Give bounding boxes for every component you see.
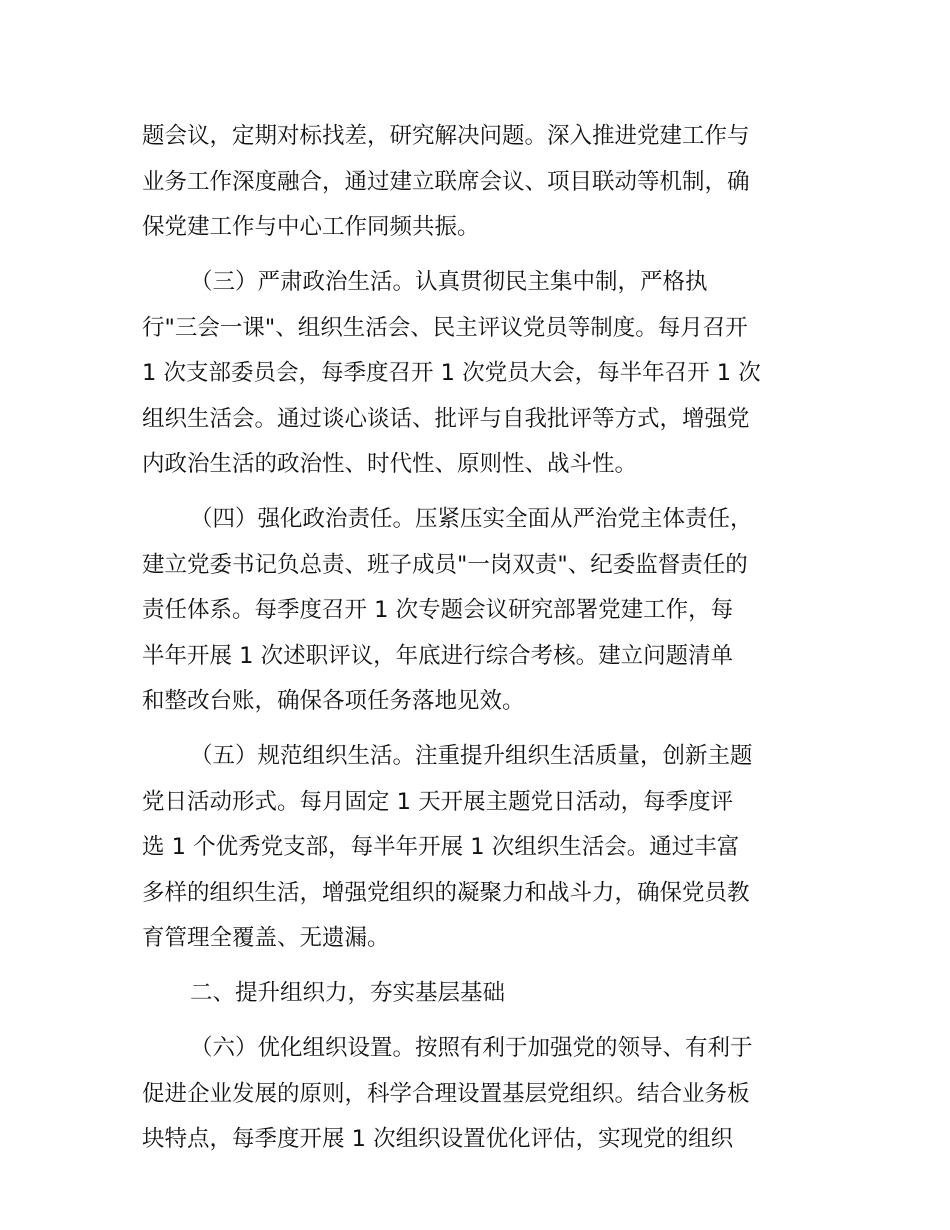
paragraph-first-line: （五）规范组织生活。注重提升组织生活质量，创新主题 [190,743,753,769]
heading-line: 二、提升组织力，夯实基层基础 [190,980,506,1006]
text-line: 半年开展 1 次述职评议，年底进行综合考核。建立问题清单 [142,642,734,669]
paragraph-first-line: （三）严肃政治生活。认真贯彻民主集中制，严格执 [190,269,708,295]
paragraph-section-5 [142,734,812,962]
text-line: 责任体系。每季度召开 1 次专题会议研究部署党建工作，每 [142,597,734,623]
text-line: 行"三会一课"、组织生活会、民主评议党员等制度。每月召开 [142,314,748,341]
section-heading [142,971,812,1017]
text-line: 块特点，每季度开展 1 次组织设置优化评估，实现党的组织 [142,1126,734,1152]
paragraph-section-3 [142,260,812,488]
text-line: 多样的组织生活，增强党组织的凝聚力和战斗力，确保党员教 [142,879,750,906]
paragraph-section-6 [142,1026,812,1163]
paragraph-continuation [142,114,812,251]
document-body [142,114,812,1163]
text-line: 内政治生活的政治性、时代性、原则性、战斗性。 [142,451,638,477]
paragraph-first-line: （四）强化政治责任。压紧压实全面从严治党主体责任， [190,506,753,532]
text-line: 党日活动形式。每月固定 1 天开展主题党日活动，每季度评 [142,788,734,815]
text-line: 1 次支部委员会，每季度召开 1 次党员大会，每半年召开 1 次 [142,360,761,386]
text-line: 和整改台账，确保各项任务落地见效。 [142,688,525,714]
text-line: 保党建工作与中心工作同频共振。 [142,214,480,240]
paragraph-first-line: （六）优化组织设置。按照有利于加强党的领导、有利于 [190,1035,753,1061]
text-line: 组织生活会。通过谈心谈话、批评与自我批评等方式，增强党 [142,405,750,432]
text-line: 选 1 个优秀党支部，每半年开展 1 次组织生活会。通过丰富 [142,834,740,860]
text-line: 题会议，定期对标找差，研究解决问题。深入推进党建工作与 [142,123,750,149]
text-line: 育管理全覆盖、无遗漏。 [142,925,390,951]
text-line: 建立党委书记负总责、班子成员"一岗双责"、纪委监督责任的 [142,551,748,578]
text-line: 促进企业发展的原则，科学合理设置基层党组织。结合业务板 [142,1080,750,1107]
text-line: 业务工作深度融合，通过建立联席会议、项目联动等机制，确 [142,168,750,195]
paragraph-section-4 [142,497,812,725]
